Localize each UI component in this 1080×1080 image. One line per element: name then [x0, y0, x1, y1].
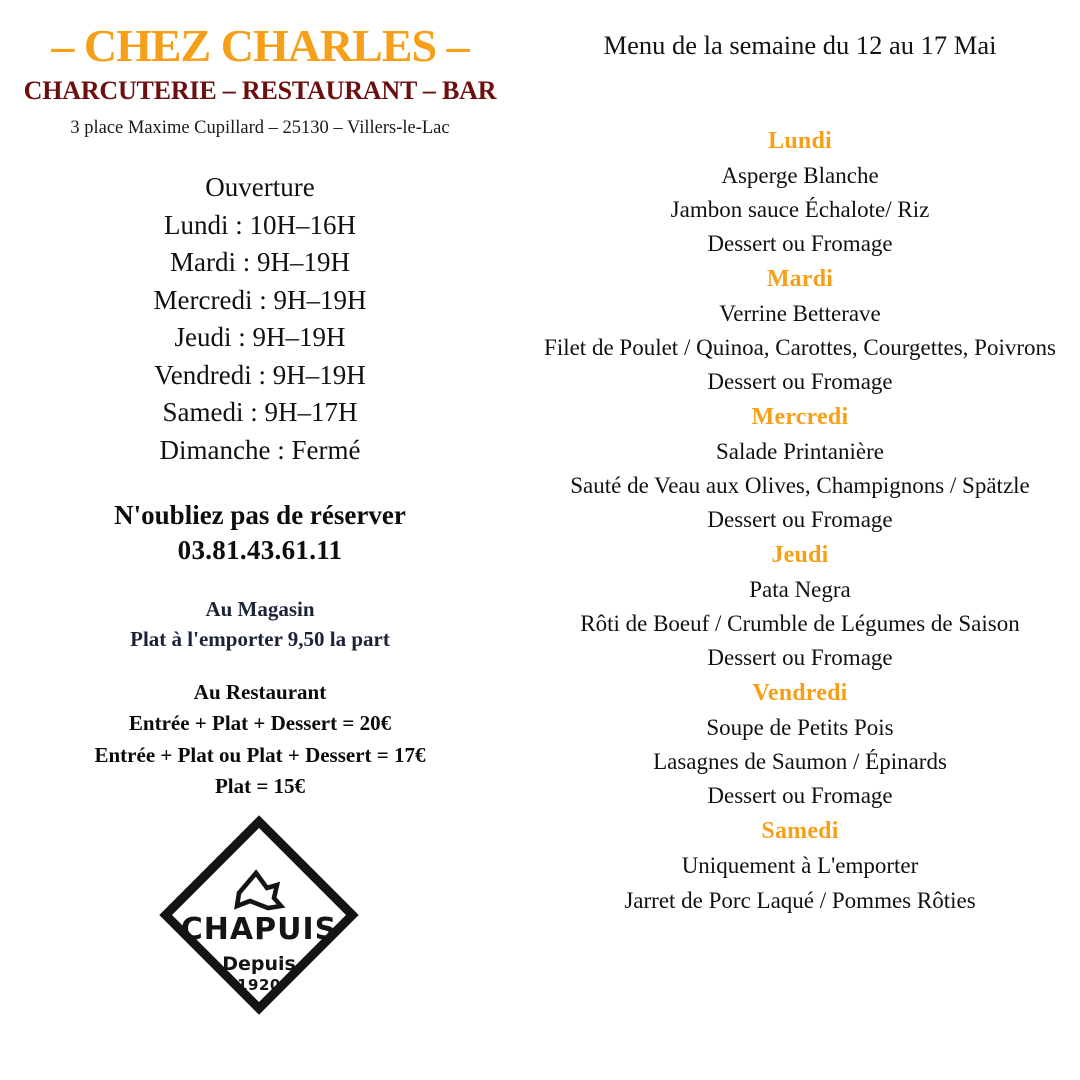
opening-hours-tuesday: Mardi : 9H–19H [170, 247, 350, 278]
menu-dish-dessert: Dessert ou Fromage [707, 645, 893, 671]
menu-dish-starter: Verrine Betterave [719, 301, 881, 327]
opening-hours-thursday: Jeudi : 9H–19H [174, 322, 346, 353]
menu-dish-note: Uniquement à L'emporter [681, 853, 919, 879]
restaurant-price-main-only: Plat = 15€ [214, 774, 306, 799]
opening-hours-monday: Lundi : 10H–16H [164, 209, 356, 240]
restaurant-heading: Au Restaurant [193, 679, 327, 704]
weekly-menu-heading: Menu de la semaine du 12 au 17 Mai [603, 30, 997, 60]
menu-day-samedi [520, 813, 1080, 917]
menu-day-mercredi [520, 399, 1080, 537]
menu-dish-starter: Soupe de Petits Pois [706, 715, 894, 741]
shop-takeaway-price: Plat à l'emporter 9,50 la part [130, 627, 390, 652]
menu-day-vendredi [520, 675, 1080, 813]
opening-hours [0, 169, 520, 469]
menu-dish-starter: Pata Negra [749, 577, 851, 603]
brand-address: 3 place Maxime Cupillard – 25130 – Villers-le-Lac [70, 118, 450, 139]
menu-dish-dessert: Dessert ou Fromage [707, 783, 893, 809]
menu-day-name: Samedi [761, 818, 839, 845]
restaurant-price-two-courses: Entrée + Plat ou Plat + Dessert = 17€ [94, 742, 426, 767]
opening-hours-sunday: Dimanche : Fermé [159, 434, 361, 465]
opening-hours-title: Ouverture [205, 172, 315, 203]
menu-dish-main: Jarret de Porc Laqué / Pommes Rôties [624, 887, 976, 913]
menu-dish-main: Sauté de Veau aux Olives, Champignons / Spätzle [570, 473, 1030, 499]
opening-hours-wednesday: Mercredi : 9H–19H [153, 284, 367, 315]
brand-title: – CHEZ CHARLES – [51, 20, 469, 71]
reservation-headline: N'oubliez pas de réserver [114, 500, 406, 531]
shop-pricing-block [0, 594, 520, 655]
opening-hours-saturday: Samedi : 9H–17H [162, 397, 358, 428]
chapuis-logo-since-year: 1920 [237, 975, 281, 994]
menu-day-name: Jeudi [771, 542, 829, 569]
opening-hours-friday: Vendredi : 9H–19H [154, 359, 366, 390]
menu-day-name: Mercredi [751, 404, 849, 431]
menu-dish-starter: Asperge Blanche [721, 163, 879, 188]
menu-dish-main: Lasagnes de Saumon / Épinards [653, 749, 947, 775]
menu-day-name: Vendredi [752, 680, 848, 707]
menu-day-name: Lundi [768, 128, 832, 154]
menu-dish-dessert: Dessert ou Fromage [707, 369, 893, 395]
reservation-phone-number[interactable]: 03.81.43.61.11 [177, 534, 343, 565]
info-column [0, 0, 520, 1080]
shop-heading: Au Magasin [205, 597, 315, 621]
menu-dish-dessert: Dessert ou Fromage [707, 507, 893, 533]
chapuis-logo-name: CHAPUIS [180, 911, 338, 947]
menu-dish-main: Jambon sauce Échalote/ Riz [670, 197, 930, 223]
chapuis-logo-since-label: Depuis [222, 952, 296, 975]
menu-dish-dessert: Dessert ou Fromage [707, 231, 893, 257]
menu-dish-main: Filet de Poulet / Quinoa, Carottes, Courgettes, Poivrons [544, 335, 1056, 361]
brand-subtitle: CHARCUTERIE – RESTAURANT – BAR [23, 76, 497, 106]
menu-day-mardi [520, 261, 1080, 399]
menu-dish-starter: Salade Printanière [716, 439, 884, 465]
chapuis-logo-svg [155, 809, 365, 1021]
restaurant-pricing-block [0, 677, 520, 803]
menu-day-jeudi [520, 537, 1080, 675]
restaurant-price-full-menu: Entrée + Plat + Dessert = 20€ [128, 711, 392, 736]
chapuis-logo [0, 809, 520, 1021]
menu-dish-main: Rôti de Boeuf / Crumble de Légumes de Saison [580, 611, 1020, 637]
reservation-block [0, 499, 520, 568]
menu-day-lundi [520, 123, 1080, 261]
weekly-menu-column [520, 0, 1080, 1080]
weekly-menu-days [520, 123, 1080, 918]
menu-day-name: Mardi [766, 266, 834, 293]
